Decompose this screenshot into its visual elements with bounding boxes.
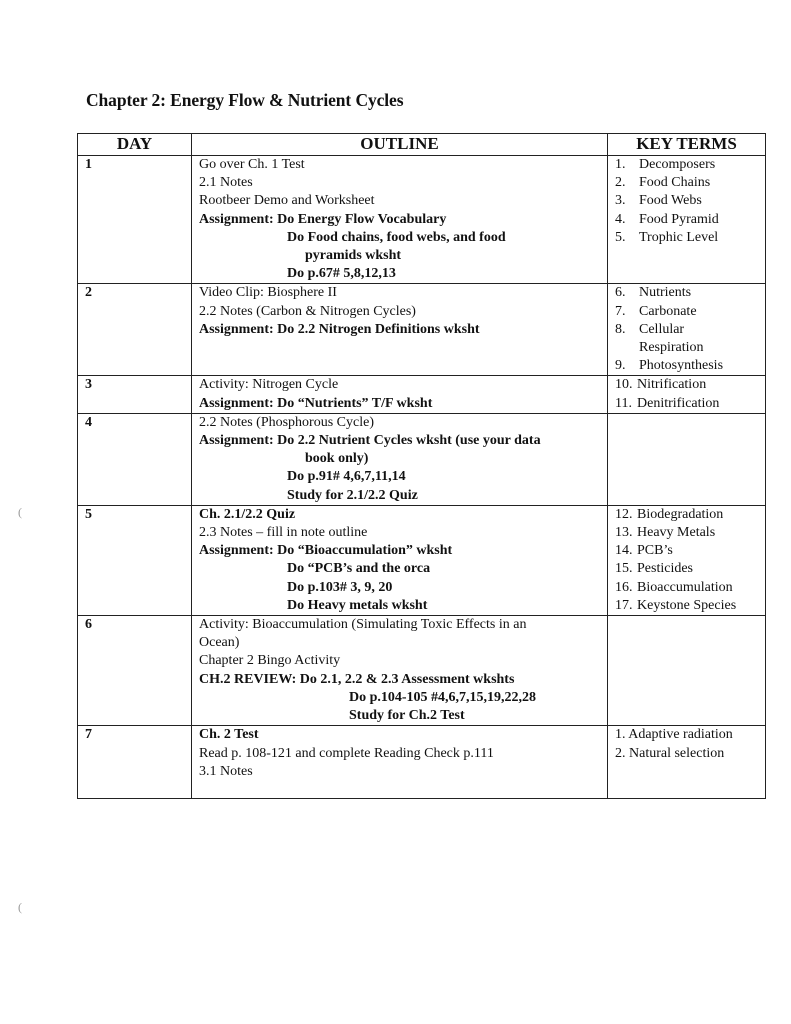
key-term-number: 6. <box>615 285 626 301</box>
outline-line: Activity: Bioaccumulation (Simulating Toxic Effects in an <box>199 617 527 633</box>
key-term-label: Food Pyramid <box>639 211 719 227</box>
day-cell: 4 <box>78 413 192 505</box>
key-term-number: 2. <box>615 175 626 191</box>
outline-line: Go over Ch. 1 Test <box>199 157 305 172</box>
day-cell: 1 <box>78 156 192 284</box>
day-cell: 6 <box>78 616 192 726</box>
table-row <box>78 616 766 726</box>
key-term <box>615 174 765 192</box>
key-term <box>615 229 765 247</box>
key-term <box>615 542 765 560</box>
key-term-number: 15. <box>615 561 633 577</box>
outline-cell <box>192 284 608 376</box>
outline-line: Do p.91# 4,6,7,11,14 <box>287 469 406 485</box>
key-term <box>615 579 765 597</box>
key-term-label: PCB’s <box>637 543 673 559</box>
key-term <box>615 303 765 321</box>
key-term-label: Heavy Metals <box>637 525 716 541</box>
key-term-label: Denitrification <box>637 395 720 411</box>
key-term-number: 5. <box>615 229 626 245</box>
key-term <box>615 339 765 357</box>
outline-line: 2.1 Notes <box>199 175 253 191</box>
outline-line: Rootbeer Demo and Worksheet <box>199 193 375 209</box>
outline-line: Do p.104-105 #4,6,7,15,19,22,28 <box>349 689 537 705</box>
key-term <box>615 156 765 174</box>
outline-cell <box>192 156 608 284</box>
key-term <box>615 284 765 302</box>
key-term-label: Pesticides <box>637 561 693 577</box>
outline-line: Assignment: Do “Nutrients” T/F wksht <box>199 395 433 411</box>
outline-line: Ocean) <box>199 635 240 651</box>
outline-line: Do “PCB’s and the orca <box>287 561 431 577</box>
outline-cell <box>192 726 608 799</box>
header-day: DAY <box>78 134 192 156</box>
key-term <box>615 211 765 229</box>
key-terms-cell <box>608 284 766 376</box>
key-term-number: 4. <box>615 211 626 227</box>
table-row <box>78 284 766 376</box>
key-term-number: 12. <box>615 506 633 522</box>
key-term-label: Keystone Species <box>637 597 737 613</box>
outline-line: Do p.67# 5,8,12,13 <box>287 266 396 282</box>
key-terms-cell <box>608 616 766 726</box>
key-term-number: 9. <box>615 358 626 374</box>
key-terms-cell <box>608 505 766 615</box>
key-term <box>615 560 765 578</box>
scan-mark: ( <box>18 900 22 914</box>
key-term <box>615 357 765 375</box>
key-terms-cell <box>608 413 766 505</box>
key-term-number: 8. <box>615 321 626 337</box>
outline-line: Ch. 2.1/2.2 Quiz <box>199 506 296 522</box>
key-term-label: Food Webs <box>639 193 702 209</box>
document-title: Chapter 2: Energy Flow & Nutrient Cycles <box>86 90 404 110</box>
key-term-number: 3. <box>615 193 626 209</box>
outline-line: Study for 2.1/2.2 Quiz <box>287 487 418 503</box>
table-header-row <box>78 134 766 156</box>
outline-line: Assignment: Do Energy Flow Vocabulary <box>199 211 447 227</box>
outline-line: 2.3 Notes – fill in note outline <box>199 525 368 541</box>
key-term-number: 7. <box>615 303 626 319</box>
outline-line: Do p.103# 3, 9, 20 <box>287 579 393 595</box>
outline-line: Do Food chains, food webs, and food <box>287 229 506 245</box>
key-term-number <box>615 339 639 357</box>
key-term-number: 17. <box>615 597 633 613</box>
key-term <box>615 321 765 339</box>
key-term: 1. Adaptive radiation <box>615 727 733 743</box>
key-term: 2. Natural selection <box>615 745 725 761</box>
table-row <box>78 376 766 413</box>
outline-line: book only) <box>305 451 369 467</box>
table-body <box>78 156 766 799</box>
key-term-label: Decomposers <box>639 157 716 172</box>
key-terms-cell <box>608 376 766 413</box>
outline-cell <box>192 413 608 505</box>
outline-line: pyramids wksht <box>305 248 402 264</box>
key-term-label: Nutrients <box>639 285 692 301</box>
key-term-label: Carbonate <box>639 303 697 319</box>
outline-line: 3.1 Notes <box>199 763 253 779</box>
day-cell: 7 <box>78 726 192 799</box>
key-term <box>615 506 765 524</box>
outline-line: Read p. 108-121 and complete Reading Check p.111 <box>199 745 494 761</box>
outline-line: 2.2 Notes (Phosphorous Cycle) <box>199 414 374 430</box>
outline-line: Activity: Nitrogen Cycle <box>199 377 339 393</box>
header-key-terms: KEY TERMS <box>608 134 766 156</box>
table-row <box>78 156 766 284</box>
key-term-label: Trophic Level <box>639 229 719 245</box>
outline-cell <box>192 376 608 413</box>
key-term-number: 11. <box>615 395 632 411</box>
key-term-number: 14. <box>615 543 633 559</box>
key-term-number: 13. <box>615 525 633 541</box>
outline-line: Chapter 2 Bingo Activity <box>199 653 341 669</box>
key-term <box>615 524 765 542</box>
key-terms-cell <box>608 156 766 284</box>
key-term-number: 1. <box>615 157 626 172</box>
table-row <box>78 413 766 505</box>
outline-line: Video Clip: Biosphere II <box>199 285 337 301</box>
key-term-label: Bioaccumulation <box>637 579 733 595</box>
schedule-table <box>77 133 766 799</box>
scan-mark: ( <box>18 505 22 519</box>
outline-line: Study for Ch.2 Test <box>349 708 465 724</box>
day-cell: 3 <box>78 376 192 413</box>
outline-line: CH.2 REVIEW: Do 2.1, 2.2 & 2.3 Assessment wkshts <box>199 671 515 687</box>
key-term-label: Food Chains <box>639 175 711 191</box>
outline-line: Do Heavy metals wksht <box>287 597 428 613</box>
key-terms-cell <box>608 726 766 799</box>
table-row <box>78 726 766 799</box>
key-term <box>615 597 765 615</box>
key-term-label: Biodegradation <box>637 506 724 522</box>
outline-line: 2.2 Notes (Carbon & Nitrogen Cycles) <box>199 303 416 319</box>
outline-line: Assignment: Do 2.2 Nitrogen Definitions wksht <box>199 321 480 337</box>
header-outline: OUTLINE <box>192 134 608 156</box>
outline-cell <box>192 616 608 726</box>
key-term <box>615 192 765 210</box>
key-term-number: 16. <box>615 579 633 595</box>
table-row <box>78 505 766 615</box>
key-term-label: Nitrification <box>637 377 707 393</box>
key-term-label: Cellular <box>639 321 685 337</box>
key-term-label: Respiration <box>639 340 704 356</box>
outline-cell <box>192 505 608 615</box>
key-term-number: 10. <box>615 377 633 393</box>
key-term-label: Photosynthesis <box>639 358 724 374</box>
outline-line: Assignment: Do “Bioaccumulation” wksht <box>199 543 453 559</box>
day-cell: 2 <box>78 284 192 376</box>
outline-line: Ch. 2 Test <box>199 727 259 743</box>
day-cell: 5 <box>78 505 192 615</box>
outline-line: Assignment: Do 2.2 Nutrient Cycles wksht (use your data <box>199 433 541 449</box>
key-term <box>615 376 765 394</box>
key-term <box>615 395 765 413</box>
